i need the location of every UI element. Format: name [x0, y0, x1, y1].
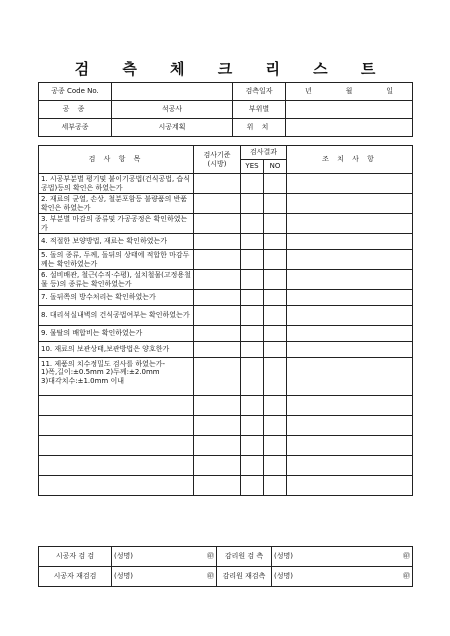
- location-value[interactable]: [286, 119, 413, 137]
- check-item: 7. 돌뒤쪽의 방수처리는 확인하였는가: [39, 290, 194, 306]
- check-item: 11. 제품의 치수정밀도 검사를 하였는가- 1)폭,길이:±0.5mm 2)두께:±2.0mm 3)대각치수:±1.0mm 이내: [39, 358, 194, 396]
- name-placeholder: (성명): [274, 572, 293, 581]
- check-item: 5. 돌의 종류, 두께, 돌뒤의 상태에 적합한 마감두께는 확인하였는가: [39, 250, 194, 270]
- table-row: [39, 194, 413, 214]
- contractor-reinspection-label: 시공자 재검검: [39, 567, 112, 587]
- table-row: [39, 174, 413, 194]
- col-action-header: 조 치 사 항: [287, 146, 413, 174]
- table-row: [39, 342, 413, 358]
- table-row: [39, 306, 413, 326]
- contractor-inspection-signature[interactable]: [112, 547, 217, 567]
- table-row: [39, 416, 413, 436]
- check-item: 3. 부분별 마감의 종류및 가공공정은 확인하였는가: [39, 214, 194, 234]
- table-row: [39, 290, 413, 306]
- table-row: [39, 476, 413, 496]
- inspection-date-label: 검측일자: [233, 83, 286, 101]
- location-label: 위 치: [233, 119, 286, 137]
- supervisor-reinspection-signature[interactable]: [272, 567, 413, 587]
- check-item: 2. 재료의 균열, 손상, 철분포함등 불량품의 반품 확인은 하였는가: [39, 194, 194, 214]
- table-row: [39, 214, 413, 234]
- table-row: [39, 456, 413, 476]
- document-title: 검 측 체 크 리 스 트: [74, 60, 390, 78]
- detail-label: 세부공종: [39, 119, 112, 137]
- supervisor-inspection-label: 감리원 검 측: [217, 547, 272, 567]
- part-label: 부위별: [233, 101, 286, 119]
- work-type-value[interactable]: 석공사: [112, 101, 233, 119]
- work-type-label: 공 종: [39, 101, 112, 119]
- col-yes-header: YES: [241, 160, 264, 174]
- col-item-header: 검 사 항 목: [39, 146, 194, 174]
- seal-icon: ㊞: [403, 572, 410, 581]
- col-no-header: NO: [264, 160, 287, 174]
- project-code-value[interactable]: [112, 83, 233, 101]
- col-result-header: 검사결과: [241, 146, 287, 160]
- col-standard-header: 검사기준 (시방): [194, 146, 241, 174]
- project-code-label: 공종 Code No.: [39, 83, 112, 101]
- seal-icon: ㊞: [207, 552, 214, 561]
- check-item: 9. 물탈의 배합비는 확인하였는가: [39, 326, 194, 342]
- inspection-date-value[interactable]: [286, 83, 413, 101]
- name-placeholder: (성명): [114, 552, 133, 561]
- seal-icon: ㊞: [207, 572, 214, 581]
- seal-icon: ㊞: [403, 552, 410, 561]
- table-row: [39, 326, 413, 342]
- table-row: [39, 234, 413, 250]
- check-item: 4. 적절한 보양방법, 재료는 확인하였는가: [39, 234, 194, 250]
- date-year: 년: [304, 87, 312, 96]
- contractor-reinspection-signature[interactable]: [112, 567, 217, 587]
- table-row: [39, 396, 413, 416]
- supervisor-reinspection-label: 감리원 재검측: [217, 567, 272, 587]
- contractor-inspection-label: 시공자 검 검: [39, 547, 112, 567]
- table-row: [39, 270, 413, 290]
- table-row: [39, 358, 413, 396]
- part-value[interactable]: [286, 101, 413, 119]
- signature-table: [38, 546, 413, 587]
- check-item: 8. 대리석실내벽의 건식공법여부는 확인하였는가: [39, 306, 194, 326]
- info-table: [38, 82, 413, 137]
- date-day: 일: [386, 87, 394, 96]
- name-placeholder: (성명): [274, 552, 293, 561]
- table-row: [39, 436, 413, 456]
- date-month: 월: [345, 87, 353, 96]
- check-item: 6. 설비배관, 철근(수직·수평), 설치철물(고정용철물 등)의 종류는 확인하였는가: [39, 270, 194, 290]
- checklist-table: [38, 145, 413, 496]
- supervisor-inspection-signature[interactable]: [272, 547, 413, 567]
- check-item: 10. 재료의 보관상태,보관방법은 양호한가: [39, 342, 194, 358]
- detail-value[interactable]: 시공계획: [112, 119, 233, 137]
- check-item: 1. 시공부분별 평기및 붙이기공법(건식공법, 습식공법)등의 확인은 하였는가: [39, 174, 194, 194]
- table-row: [39, 250, 413, 270]
- name-placeholder: (성명): [114, 572, 133, 581]
